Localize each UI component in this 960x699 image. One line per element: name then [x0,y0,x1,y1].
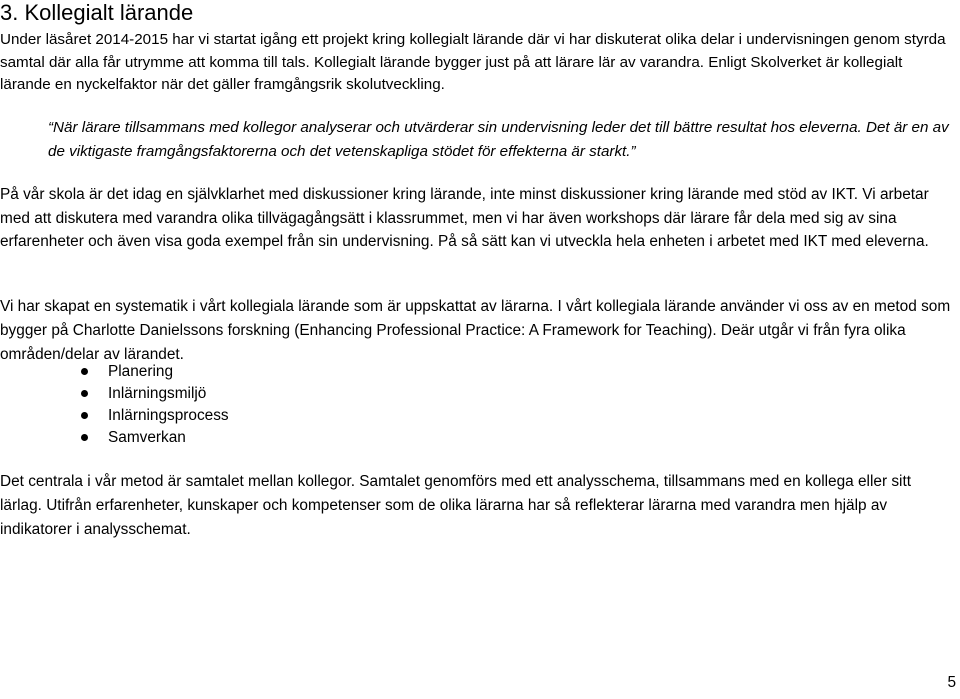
bullet-icon [81,368,88,375]
learning-areas-list [0,361,229,449]
list-item [0,427,229,449]
list-item [0,405,229,427]
ikt-paragraph: På vår skola är det idag en självklarhet med diskussioner kring lärande, inte minst diskussioner kring lärande med stöd av IKT. Vi arbetar med att diskutera med varandra olika tillvägagångsätt i klassrummet, men vi har även workshops där lärare får dela med sig av sina erfarenheter och även visa goda exempel från sin undervisning. På så sätt kan vi utveckla hela enheten i arbetet med IKT med eleverna. [0,186,929,250]
page-number: 5 [947,674,956,691]
method-paragraph: Vi har skapat en systematik i vårt kollegiala lärande som är uppskattat av lärarna. I vårt kollegiala lärande använder vi oss av en metod som bygger på Charlotte Danielssons forskning (Enhancing Professional Practice: A Framework for Teaching). Deär utgår vi från fyra olika områden/delar av lärandet. [0,298,951,363]
list-item-label: Inlärningsmiljö [108,385,207,402]
section-heading: 3. Kollegialt lärande [0,0,194,25]
bullet-icon [81,390,88,397]
list-item [0,361,229,383]
bullet-icon [81,434,88,441]
list-item-label: Inlärningsprocess [108,407,229,424]
list-item-label: Planering [108,363,174,380]
list-item-label: Samverkan [108,429,186,446]
skolverket-quote: “När lärare tillsammans med kollegor analyserar och utvärderar sin undervisning leder det till bättre resultat hos eleverna. Det är en av de viktigaste framgångsfaktorerna och det vetenskapliga stödet för effekterna är starkt.” [48,119,949,160]
intro-paragraph: Under läsåret 2014-2015 har vi startat igång ett projekt kring kollegialt lärande där vi har diskuterat olika delar i undervisningen genom styrda samtal där alla får utrymme att komma till tals. Kollegialt lärande bygger just på att lärare lär av varandra. Enligt Skolverket är kollegialt lärande en nyckelfaktor när det gäller framgångsrik skolutveckling. [0,31,946,93]
bullet-icon [81,412,88,419]
list-item [0,383,229,405]
conversation-paragraph: Det centrala i vår metod är samtalet mellan kollegor. Samtalet genomförs med ett analysschema, tillsammans med en kollega eller sitt lärlag. Utifrån erfarenheter, kunskaper och kompetenser som de olika lärarna har så reflekterar lärarna med varandra men hjälp av indikatorer i analysschemat. [0,473,912,538]
